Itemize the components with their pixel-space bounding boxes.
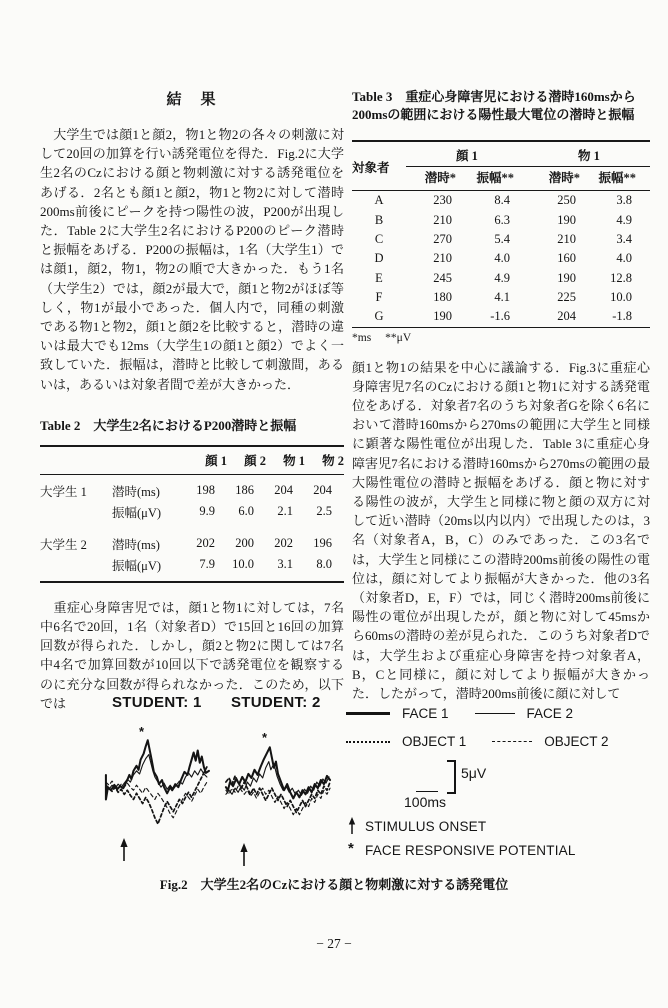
- left-column: [40, 88, 344, 713]
- table3-row: [352, 210, 650, 229]
- panel1-title: STUDENT: 1: [112, 694, 202, 711]
- section-heading: 結 果: [166, 92, 218, 108]
- table3-cell: 4.0: [494, 251, 510, 266]
- object1-line-sample-icon: [346, 741, 390, 743]
- table2-col-header: 物 1: [266, 446, 305, 475]
- erp-waveform-panel-1: [102, 726, 220, 828]
- table3-subheader: 潜時*: [528, 167, 594, 191]
- face-peak-asterisk-icon: *: [262, 730, 268, 745]
- table3-cell: 190: [557, 212, 576, 227]
- table3-row: [352, 288, 650, 307]
- table2-row: [40, 501, 344, 528]
- page-number: − 27 −: [316, 936, 352, 951]
- table3-cell: 160: [557, 251, 576, 266]
- table3-cell: 4.0: [616, 251, 632, 266]
- legend-label: OBJECT 1: [402, 734, 467, 749]
- table3-cell: -1.6: [490, 309, 510, 324]
- table3-cell: 3.4: [616, 231, 632, 246]
- table3-cell: 250: [557, 193, 576, 208]
- table2-measure-label: 振幅(μV): [112, 505, 162, 520]
- figure-caption: Fig.2 大学生2名のCzにおける顔と物刺激に対する誘発電位: [159, 877, 509, 892]
- table3-cell: 230: [433, 193, 452, 208]
- table3-subject: A: [374, 193, 384, 208]
- table2-cell: 7.9: [199, 557, 215, 572]
- table2-cell: 196: [313, 536, 332, 551]
- table3-cell: 8.4: [494, 193, 510, 208]
- table2-cell: 8.0: [316, 557, 332, 572]
- asterisk-icon: *: [348, 840, 354, 857]
- table2-cell: 200: [235, 536, 254, 551]
- time-scale-label: 100ms: [404, 794, 447, 810]
- table3: [352, 140, 650, 328]
- table3-subject: B: [374, 212, 384, 227]
- table2-col-header: 顔 2: [227, 446, 266, 475]
- legend-label: FACE 1: [402, 706, 449, 721]
- table2-cell: 2.5: [316, 504, 332, 519]
- table3-footnote-uv: **μV: [385, 331, 412, 344]
- table3-group-header-row: [352, 141, 650, 167]
- table3-cell: 210: [433, 251, 452, 266]
- table3-cell: 5.4: [494, 231, 510, 246]
- face-potential-label: FACE RESPONSIVE POTENTIAL: [365, 843, 576, 858]
- table3-subject: F: [375, 290, 383, 305]
- table2-row: [40, 474, 344, 501]
- table3-cell: 190: [433, 309, 452, 324]
- stimulus-onset-arrow-icon: [347, 817, 357, 835]
- right-paragraph-1: 顔1と物1の結果を中心に議論する．Fig.3に重症心身障害児7名のCzにおける顔1と物1に対する誘発電位をあげる．対象者7名のうち対象者Gを除く6名において潜時160msから270msの範囲に大学生と同様に顕著な陽性電位が出現した．Table 3に重症心身障害児7名における潜時160msから270msの範囲の最大陽性電位の潜時と振幅をあげる．顔と物に対する陽性の波が，大学生と同様に物と顔の双方に対して近い潜時（20ms以内以内）で出現したのは，3名（対象者A，B，C）のみであった．この3名では，大学生と同様にこの潜時200ms前後の陽性の電位は，顔に対してより振幅が大きかった．他の3名（対象者D，E，F）では，同じく潜時200ms前後に陽性の電位が出現したが，顔と物に対して45msから60msの潜時の差が見られた．このうち対象者Dでは，大学生および重症心身障害を持つ対象者A，B，Cと同様に，顔に対してより振幅が大きかった．したがって，潜時200ms前後に顔に対して: [352, 359, 650, 702]
- face1-line-sample-icon: [346, 712, 390, 715]
- table3-cell: 270: [433, 231, 452, 246]
- table2-cell: 6.0: [238, 504, 254, 519]
- table3-subheader: 潜時*: [406, 167, 470, 191]
- table2-cell: 204: [313, 483, 332, 498]
- table3-cell: 3.8: [616, 193, 632, 208]
- table3-subject-header: 対象者: [352, 141, 406, 191]
- table3-footnote-ms: *ms: [352, 331, 372, 344]
- table3-subject: D: [374, 251, 384, 266]
- face2-line-sample-icon: [475, 713, 515, 714]
- table3-subheader: 振幅**: [594, 167, 650, 191]
- voltage-scale-bracket-icon: [447, 760, 456, 794]
- table2-col-header: 顔 1: [188, 446, 227, 475]
- table2-cell: 2.1: [277, 504, 293, 519]
- table3-cell: 190: [557, 270, 576, 285]
- voltage-scale-label: 5μV: [461, 765, 487, 781]
- table3-row: [352, 249, 650, 268]
- table2-cell: 202: [196, 536, 215, 551]
- table2-cell: 10.0: [232, 557, 254, 572]
- table2-cell: 198: [196, 483, 215, 498]
- table3-cell: 12.8: [610, 270, 632, 285]
- right-column: [352, 88, 650, 703]
- left-paragraph-1: 大学生では顔1と顔2，物1と物2の各々の刺激に対して20回の加算を行い誘発電位を得た．Fig.2に大学生2名のCzにおける顔と物刺激に対する誘発電位をあげる．2名とも顔1と顔2，物1と物2に対して潜時200ms前後にピークを持つ陽性の波，P200が出現した．Table 2に大学生2名におけるP200のピーク潜時と振幅をあげる．P200の振幅は，1名（大学生1）では顔1，顔2，物1，物2の順で大きかった．もう1名（大学生2）では，顔2が最大で，顔1と物2がほぼ等しく，物1が最小であった．個人内で，同種の刺激である物1と物2，顔1と顔2を比較すると，潜時の違いは最大でも12ms（大学生1の顔1と顔2）でよく一致していた．振幅は，潜時と比較して刺激間，あるいは，あるいは対象者間で差が大きかった．: [40, 127, 344, 392]
- table3-subject: E: [375, 270, 383, 285]
- object2-line-sample-icon: [492, 741, 532, 742]
- table3-cell: 4.9: [616, 212, 632, 227]
- table3-cell: 4.9: [494, 270, 510, 285]
- table2-subject: 大学生 1: [40, 484, 87, 499]
- table3-cell: 210: [433, 212, 452, 227]
- table2-cell: 204: [274, 483, 293, 498]
- table3-row: [352, 191, 650, 211]
- table2-subject: 大学生 2: [40, 537, 87, 552]
- table2-cell: 202: [274, 536, 293, 551]
- table3-cell: -1.8: [612, 309, 632, 324]
- table3-cell: 204: [557, 309, 576, 324]
- stimulus-onset-arrow-icon: [238, 843, 250, 867]
- table2-row: [40, 528, 344, 555]
- table2-measure-label: 振幅(μV): [112, 558, 162, 573]
- table2-cell: 9.9: [199, 504, 215, 519]
- table3-cell: 210: [557, 231, 576, 246]
- stimulus-onset-label: STIMULUS ONSET: [365, 819, 487, 834]
- legend-row-object: [346, 734, 609, 749]
- table2: [40, 445, 344, 583]
- table3-row: [352, 230, 650, 249]
- time-scale-bracket-icon: [416, 791, 438, 792]
- table3-subheader: 振幅**: [470, 167, 528, 191]
- table2-measure-label: 潜時(ms): [112, 484, 160, 499]
- legend-row-face: [346, 706, 573, 721]
- table3-cell: 180: [433, 290, 452, 305]
- table3-cell: 10.0: [610, 290, 632, 305]
- table2-cell: 3.1: [277, 557, 293, 572]
- table3-cell: 245: [433, 270, 452, 285]
- erp-waveform-panel-2: [222, 731, 336, 829]
- table2-cell: 186: [235, 483, 254, 498]
- table3-caption: Table 3 重症心身障害児における潜時160msから200msの範囲における陽性最大電位の潜時と振幅: [352, 89, 636, 122]
- table3-group-header: 物 1: [528, 141, 650, 167]
- legend-label: FACE 2: [526, 706, 574, 721]
- table3-row: [352, 269, 650, 288]
- left-paragraph-2: 重症心身障害児では，顔1と物1に対しては，7名中6名で20回，1名（対象者D）で15回と16回の加算回数が得られた．しかし，顔2と物2に関しては7名中4名で加算回数が10回以下で誘発電位を観察するのに充分な回数が得られなかった．このため，以下では: [40, 599, 344, 711]
- object1-waveform: [226, 776, 330, 813]
- face-peak-asterisk-icon: *: [139, 724, 145, 739]
- table2-measure-label: 潜時(ms): [112, 537, 160, 552]
- table3-row: [352, 307, 650, 327]
- table3-cell: 225: [557, 290, 576, 305]
- table2-row: [40, 554, 344, 582]
- table3-cell: 4.1: [494, 290, 510, 305]
- table3-subject: C: [374, 231, 384, 246]
- stimulus-onset-arrow-icon: [118, 838, 130, 862]
- table3-group-header: 顔 1: [406, 141, 528, 167]
- table2-col-header: 物 2: [305, 446, 344, 475]
- legend-label: OBJECT 2: [544, 734, 609, 749]
- panel2-title: STUDENT: 2: [231, 694, 321, 711]
- figure-2: [0, 688, 668, 923]
- table2-header-row: [40, 446, 344, 475]
- table3-subject: G: [374, 309, 384, 324]
- table3-cell: 6.3: [494, 212, 510, 227]
- table2-caption: Table 2 大学生2名におけるP200潜時と振幅: [40, 417, 297, 433]
- table3-footnote: [352, 332, 650, 344]
